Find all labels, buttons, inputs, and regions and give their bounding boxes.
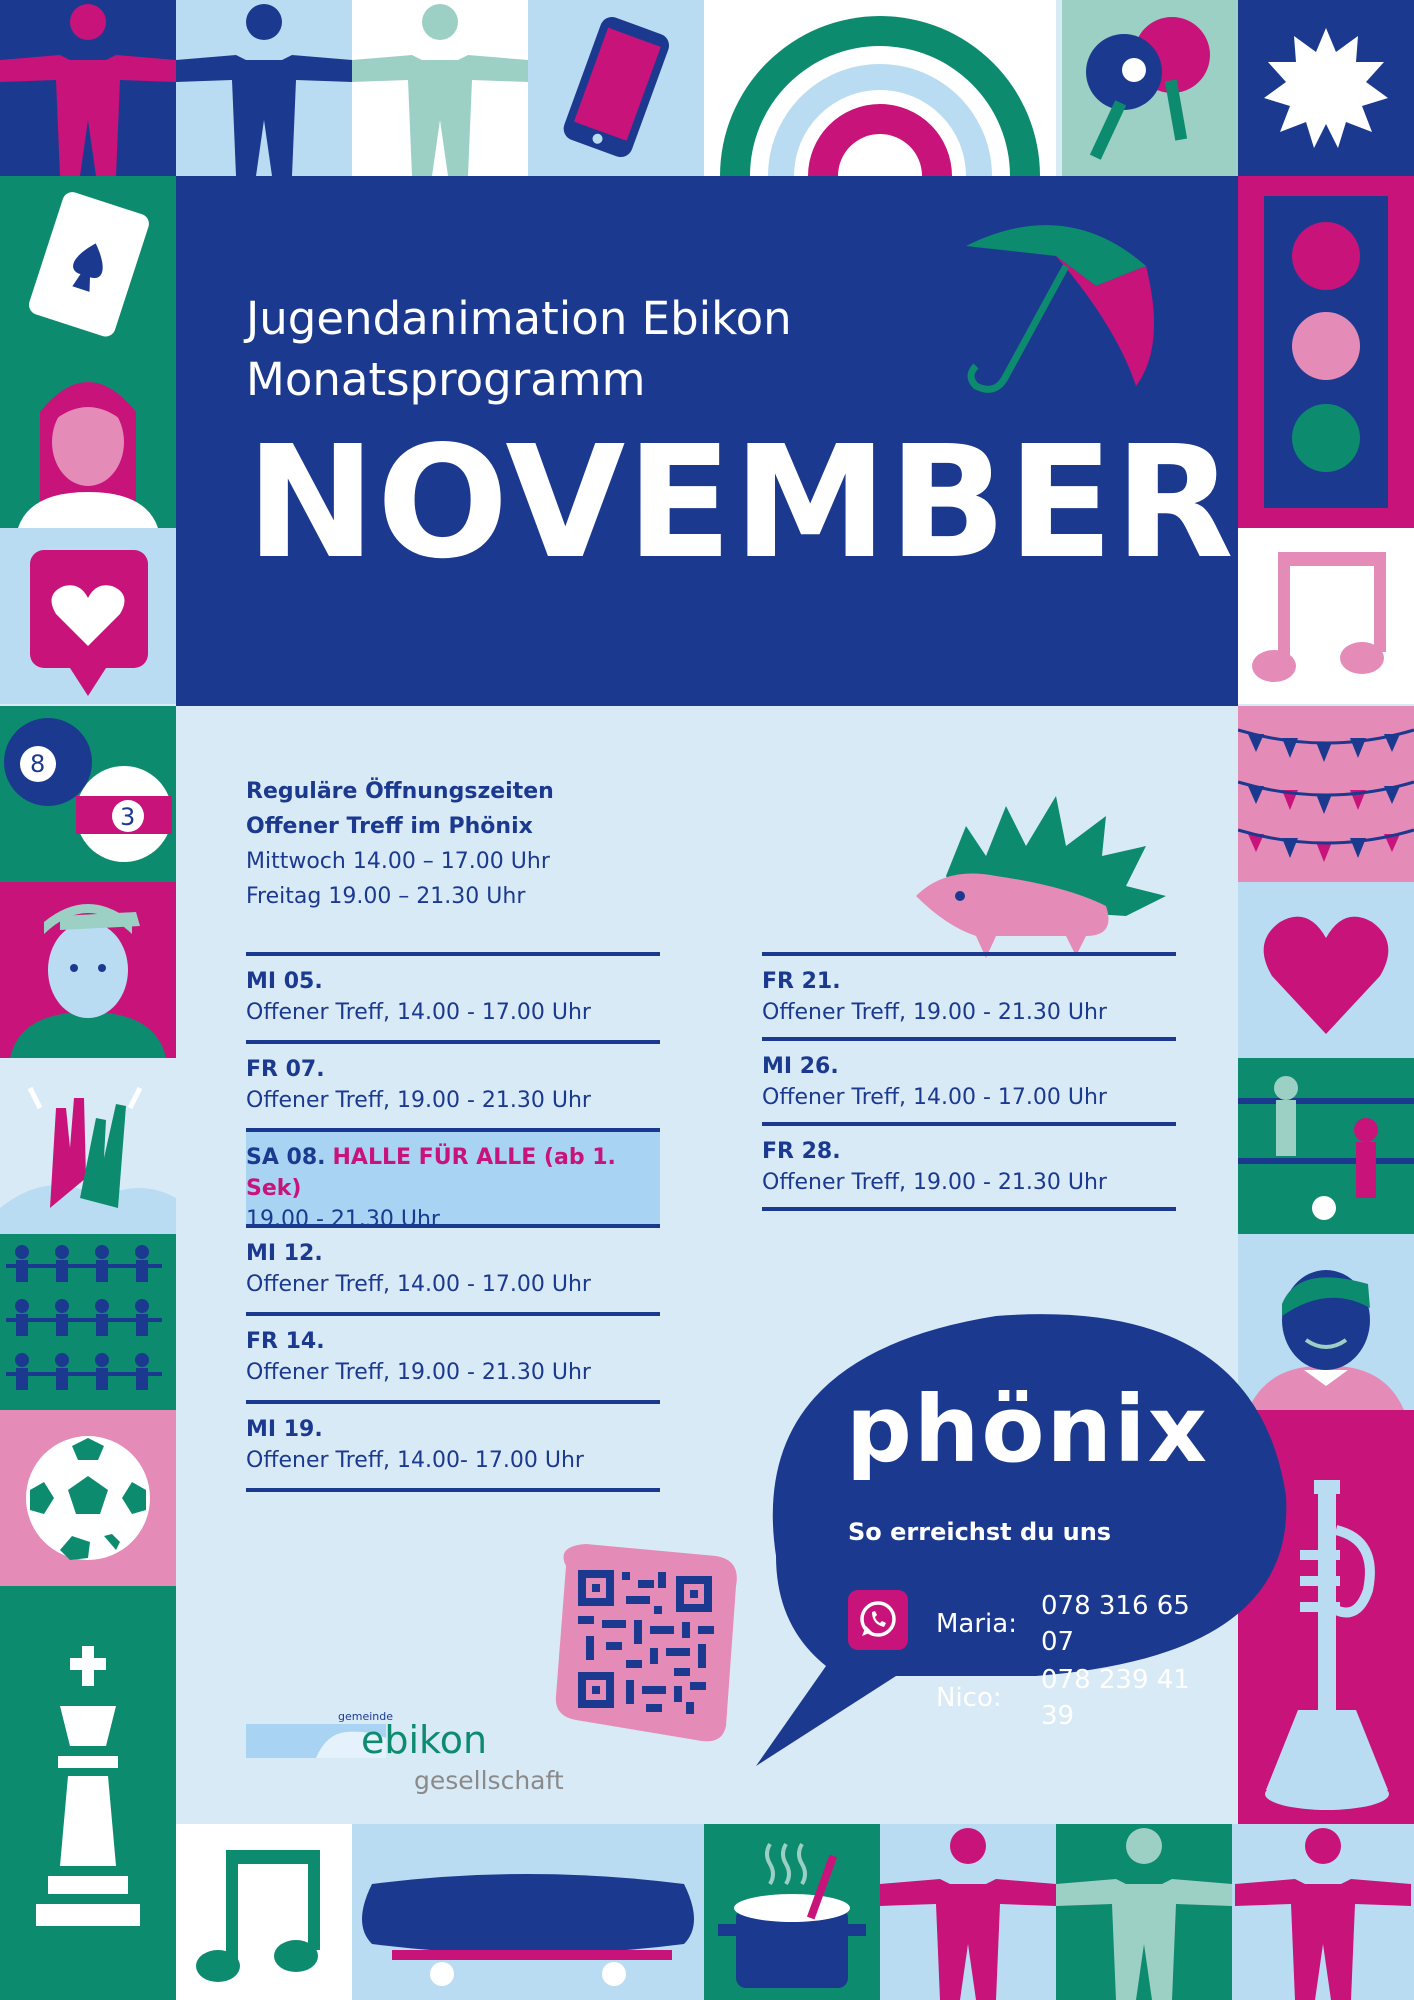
list-item (246, 1312, 660, 1400)
svg-text:8: 8 (30, 750, 46, 778)
divider (246, 1488, 660, 1492)
event-date: FR 07. (246, 1057, 325, 1082)
chess-king-icon (0, 1586, 176, 2000)
people-chain-icon (352, 0, 528, 176)
header-panel (176, 176, 1238, 706)
list-item (762, 952, 1176, 1037)
event-description: Offener Treff, 14.00- 17.00 Uhr (246, 1448, 584, 1473)
contact-phone[interactable]: 078 239 41 39 (1040, 1665, 1190, 1731)
hedgehog-icon (906, 786, 1186, 966)
event-date: FR 28. (762, 1139, 841, 1164)
rainbow-icon (704, 0, 1056, 176)
event-date: MI 26. (762, 1054, 839, 1079)
list-item (762, 1037, 1176, 1122)
people-chain-icon (1056, 1824, 1232, 2000)
contact-name: Maria: (936, 1609, 1017, 1639)
events-list-left (246, 952, 660, 1492)
umbrella-icon (946, 206, 1176, 406)
event-description: Offener Treff, 14.00 - 17.00 Uhr (762, 1085, 1107, 1110)
girl-avatar-icon (0, 352, 176, 528)
logo-small-text: gemeinde (338, 1710, 394, 1723)
opening-hours-friday: Freitag 19.00 – 21.30 Uhr (246, 884, 526, 909)
traffic-light-icon (1238, 176, 1414, 528)
main-panel (176, 706, 1238, 1824)
contact-list (934, 1586, 1238, 1736)
event-date: FR 21. (762, 969, 841, 994)
bunting-icon (1238, 706, 1414, 882)
ping-pong-icon (1062, 0, 1238, 176)
phone-icon (528, 0, 704, 176)
event-description: Offener Treff, 14.00 - 17.00 Uhr (246, 1272, 591, 1297)
list-item (246, 952, 660, 1040)
event-date: MI 05. (246, 969, 323, 994)
list-item (246, 1040, 660, 1128)
event-description: Offener Treff, 19.00 - 21.30 Uhr (246, 1360, 591, 1385)
billiard-balls-icon (0, 706, 176, 882)
event-date: SA 08. (246, 1145, 326, 1170)
event-date: MI 12. (246, 1241, 323, 1266)
event-description: Offener Treff, 14.00 - 17.00 Uhr (246, 1000, 591, 1025)
contact-name: Nico: (936, 1683, 1002, 1713)
heart-icon (1238, 882, 1414, 1058)
ebikon-logo (246, 1706, 566, 1796)
cooking-pot-icon (704, 1824, 880, 2000)
event-date: FR 14. (246, 1329, 325, 1354)
org-name: Jugendanimation Ebikon (246, 292, 792, 345)
playing-card-icon (0, 176, 176, 352)
qr-code-icon[interactable] (546, 1536, 746, 1746)
sun-icon (1238, 0, 1414, 176)
divider (762, 1207, 1176, 1211)
opening-hours-location: Offener Treff im Phönix (246, 814, 533, 839)
crowd-icon (0, 1234, 176, 1410)
event-description: Offener Treff, 19.00 - 21.30 Uhr (762, 1000, 1107, 1025)
month-heading: NOVEMBER (246, 412, 1235, 593)
people-chain-icon (176, 0, 352, 176)
highlighted-event (246, 1128, 660, 1232)
music-note-icon (1238, 528, 1414, 704)
high-five-icon (0, 1058, 176, 1234)
opening-hours-wednesday: Mittwoch 14.00 – 17.00 Uhr (246, 849, 550, 874)
program-subtitle: Monatsprogramm (246, 353, 646, 406)
program-title (246, 288, 792, 410)
list-item (762, 1122, 1176, 1207)
people-chain-icon (0, 0, 176, 176)
whatsapp-icon (848, 1590, 908, 1650)
list-item (246, 1224, 660, 1312)
soccer-ball-icon (0, 1410, 176, 1586)
heart-like-icon (0, 528, 176, 704)
logo-wordmark: ebikon (361, 1718, 488, 1762)
special-event-title: HALLE FÜR ALLE (ab 1. Sek) (246, 1145, 616, 1201)
event-description: Offener Treff, 19.00 - 21.30 Uhr (246, 1088, 591, 1113)
event-date: MI 19. (246, 1417, 323, 1442)
opening-hours (246, 774, 554, 914)
contact-heading: So erreichst du uns (848, 1518, 1112, 1546)
event-description: Offener Treff, 19.00 - 21.30 Uhr (762, 1170, 1107, 1195)
contact-row (936, 1662, 1236, 1734)
svg-text:3: 3 (120, 803, 136, 831)
phoenix-logo: phönix (846, 1376, 1209, 1483)
logo-subtitle: gesellschaft (414, 1766, 564, 1795)
people-chain-icon (880, 1824, 1056, 2000)
skateboard-icon (352, 1824, 704, 2000)
list-item (246, 1400, 660, 1488)
event-description: 19.00 - 21.30 Uhr (246, 1207, 440, 1232)
people-chain-icon (1232, 1824, 1414, 2000)
contact-phone[interactable]: 078 316 65 07 (1040, 1591, 1190, 1657)
contact-row (936, 1588, 1236, 1660)
opening-hours-title: Reguläre Öffnungszeiten (246, 779, 554, 804)
boy-avatar-icon (0, 882, 176, 1058)
events-list-right (762, 952, 1176, 1211)
foosball-icon (1238, 1058, 1414, 1234)
music-note-icon (176, 1824, 352, 2000)
